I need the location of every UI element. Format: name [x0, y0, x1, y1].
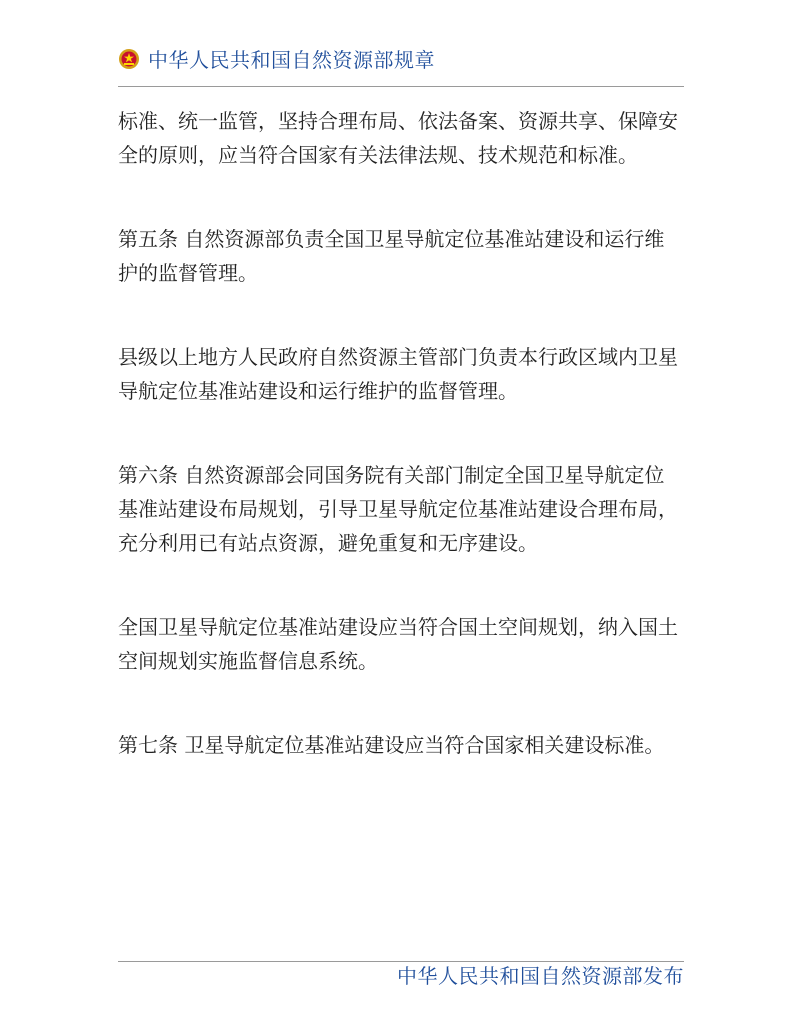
header-divider [118, 86, 684, 87]
footer-publisher: 中华人民共和国自然资源部发布 [397, 964, 684, 988]
document-body [118, 104, 684, 812]
page-header-title: 中华人民共和国自然资源部规章 [148, 48, 435, 72]
paragraph: 第六条 自然资源部会同国务院有关部门制定全国卫星导航定位基准站建设布局规划，引导卫星导航定位基准站建设合理布局，充分利用已有站点资源，避免重复和无序建设。 [118, 463, 678, 555]
national-emblem-icon [118, 48, 140, 70]
paragraph: 标准、统一监管，坚持合理布局、依法备案、资源共享、保障安全的原则，应当符合国家有关法律法规、技术规范和标准。 [118, 109, 678, 167]
paragraph: 第五条 自然资源部负责全国卫星导航定位基准站建设和运行维护的监督管理。 [118, 227, 665, 285]
paragraph: 县级以上地方人民政府自然资源主管部门负责本行政区域内卫星导航定位基准站建设和运行维护的监督管理。 [118, 345, 678, 403]
page-header [118, 44, 684, 80]
paragraph: 第七条 卫星导航定位基准站建设应当符合国家相关建设标准。 [118, 733, 665, 757]
paragraph: 全国卫星导航定位基准站建设应当符合国土空间规划，纳入国土空间规划实施监督信息系统。 [118, 615, 678, 673]
